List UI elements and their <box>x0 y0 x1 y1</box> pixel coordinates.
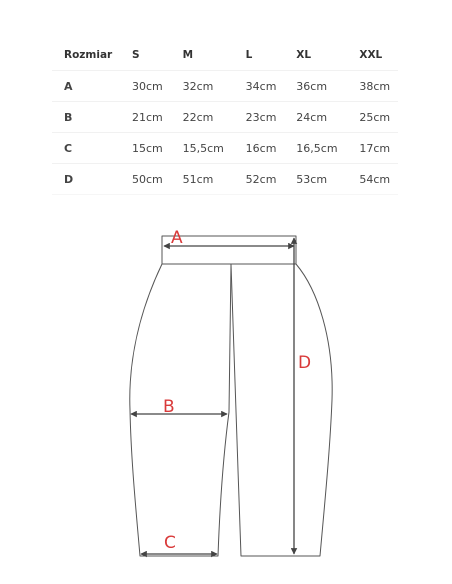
header-size: M <box>171 40 234 71</box>
shorts-measurement-diagram <box>0 210 452 584</box>
size-chart-table <box>52 40 398 195</box>
table-cell: 32cm <box>171 71 234 102</box>
table-cell: 15,5cm <box>171 133 234 164</box>
header-rozmiar: Rozmiar <box>52 40 120 71</box>
header-size: S <box>120 40 171 71</box>
label-a: A <box>171 228 183 248</box>
label-d: D <box>298 353 312 373</box>
table-cell: 53cm <box>284 164 347 195</box>
table-row <box>52 133 398 164</box>
table-row <box>52 71 398 102</box>
table-cell: 51cm <box>171 164 234 195</box>
label-c: C <box>164 533 176 553</box>
table-row <box>52 102 398 133</box>
header-size: XL <box>284 40 347 71</box>
table-cell: 16,5cm <box>284 133 347 164</box>
header-size: XXL <box>347 40 398 71</box>
table-cell: 17cm <box>347 133 398 164</box>
row-label: D <box>52 164 120 195</box>
label-b: B <box>163 397 175 417</box>
table-cell: 38cm <box>347 71 398 102</box>
measurement-labels <box>163 228 311 553</box>
table-cell: 23cm <box>234 102 285 133</box>
table-cell: 36cm <box>284 71 347 102</box>
row-label: C <box>52 133 120 164</box>
right-leg-outline <box>231 264 332 556</box>
table-cell: 54cm <box>347 164 398 195</box>
table-header-row <box>52 40 398 71</box>
header-size: L <box>234 40 285 71</box>
table-cell: 24cm <box>284 102 347 133</box>
shorts-outline <box>130 236 332 556</box>
table-cell: 22cm <box>171 102 234 133</box>
table-cell: 15cm <box>120 133 171 164</box>
table-cell: 30cm <box>120 71 171 102</box>
table-cell: 16cm <box>234 133 285 164</box>
table-cell: 34cm <box>234 71 285 102</box>
table-cell: 21cm <box>120 102 171 133</box>
row-label: B <box>52 102 120 133</box>
left-leg-outline <box>130 264 231 556</box>
table-cell: 25cm <box>347 102 398 133</box>
table-cell: 52cm <box>234 164 285 195</box>
table-row <box>52 164 398 195</box>
table-cell: 50cm <box>120 164 171 195</box>
measurement-arrows <box>131 238 294 554</box>
row-label: A <box>52 71 120 102</box>
